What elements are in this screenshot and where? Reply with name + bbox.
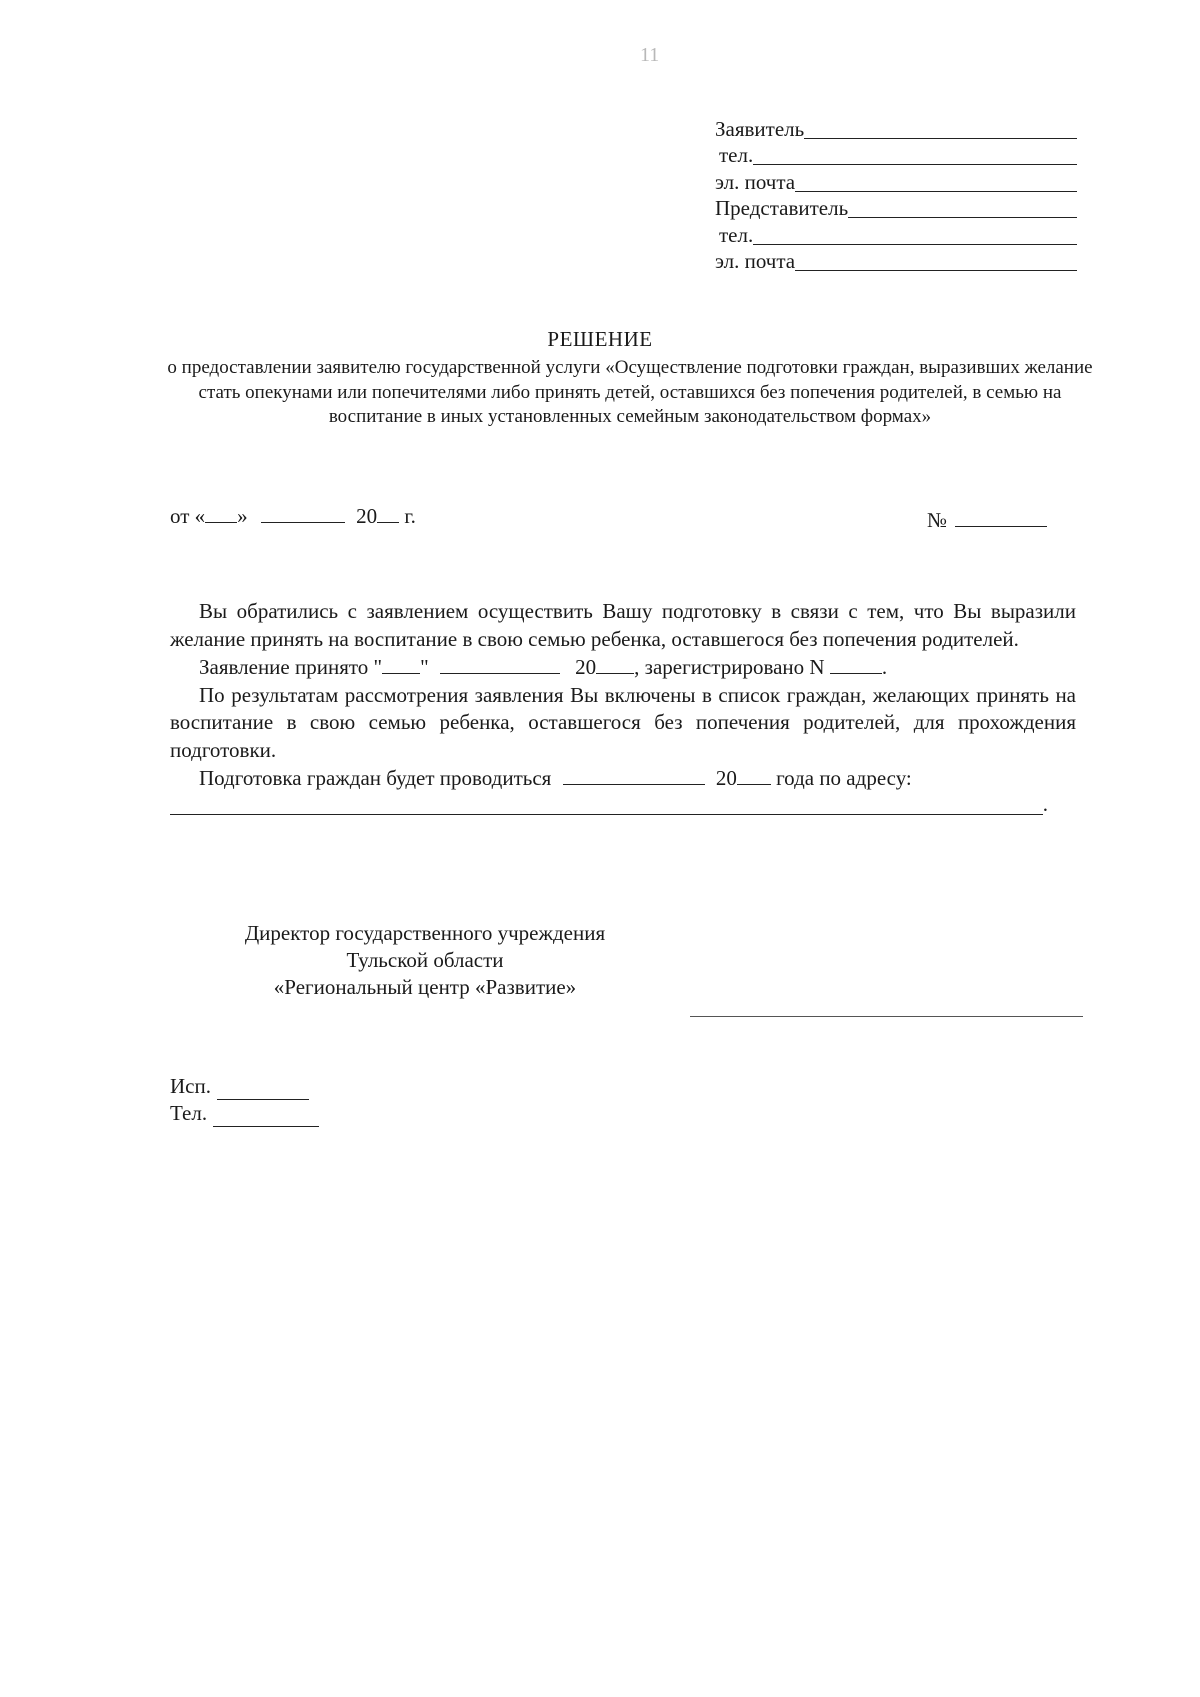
accepted-quote: " (420, 655, 429, 679)
signature-position: Директор государственного учреждения (244, 921, 606, 945)
applicant-label: Заявитель (715, 116, 805, 141)
training-suffix: года по адресу: (776, 766, 912, 790)
page-number: 11 (640, 44, 660, 66)
number-blank (955, 506, 1047, 527)
applicant-blank (804, 138, 1077, 139)
applicant-row (715, 114, 1077, 141)
year-prefix: 20 (356, 504, 378, 528)
signature-organization: «Региональный центр «Развитие» (273, 975, 577, 999)
decision-body (170, 598, 1076, 819)
representative-blank (848, 217, 1077, 218)
applicant-phone-blank (753, 164, 1077, 165)
executor-block (170, 1073, 319, 1127)
executor-row (170, 1073, 319, 1100)
representative-phone-label: тел. (719, 222, 754, 247)
date-prefix: от « (170, 504, 206, 528)
signature-region: Тульской области (346, 948, 504, 972)
month-blank (261, 502, 345, 523)
day-blank (205, 502, 237, 523)
body-paragraph-accepted (170, 653, 1076, 682)
body-paragraph-request: Вы обратились с заявлением осуществить Вашу подготовку в связи с тем, что Вы выразили желание принять на воспитание в свою семью ребенка, оставшегося без попечения родителей. (170, 599, 1076, 651)
accepted-year-blank (596, 653, 634, 674)
executor-label: Исп. (170, 1074, 211, 1098)
representative-label: Представитель (715, 196, 849, 220)
year-suffix: г. (404, 504, 416, 528)
document-title: РЕШЕНИЕ (547, 327, 653, 351)
accepted-day-blank (382, 653, 420, 674)
executor-blank (217, 1079, 309, 1100)
accepted-prefix: Заявление принято " (199, 655, 383, 679)
accepted-registered: , зарегистрировано N (634, 655, 825, 679)
decision-number (927, 506, 1047, 533)
executor-phone-row (170, 1100, 319, 1127)
number-label: № (927, 508, 948, 532)
representative-email-row (715, 247, 1077, 274)
representative-phone-blank (753, 244, 1077, 245)
representative-email-blank (795, 270, 1077, 271)
executor-phone-blank (213, 1106, 319, 1127)
training-prefix: Подготовка граждан будет проводиться (199, 766, 552, 790)
executor-phone-label: Тел. (170, 1101, 208, 1125)
representative-row (715, 194, 1077, 221)
registration-number-blank (830, 653, 882, 674)
year-blank (377, 502, 399, 523)
address-end: . (1042, 792, 1048, 816)
accepted-end: . (881, 655, 888, 679)
document-subtitle: о предоставлении заявителю государственной услуги «Осуществление подготовки граждан, выразивших желание стать опекунами или попечителями либо принять детей, оставшихся без попечения родителей, в семью на воспитание в иных установленных семейным законодательством формах» (167, 357, 1093, 427)
signature-line (690, 1016, 1083, 1017)
applicant-email-row (715, 167, 1077, 194)
training-date-blank (563, 764, 705, 785)
body-paragraph-result: По результатам рассмотрения заявления Вы включены в список граждан, желающих принять на воспитание в свою семью ребенка, оставшегося без попечения родителей, для прохождения подготовки. (170, 682, 1076, 762)
address-blank (170, 814, 1043, 815)
accepted-year: 20 (575, 655, 597, 679)
date-quote-close: » (237, 504, 248, 528)
body-paragraph-training (170, 764, 1076, 793)
applicant-header (715, 114, 1077, 273)
accepted-month-blank (440, 653, 560, 674)
representative-email-label: эл. почта (715, 249, 796, 273)
applicant-phone-label: тел. (719, 143, 754, 167)
applicant-email-label: эл. почта (715, 169, 796, 194)
applicant-email-blank (795, 191, 1077, 192)
address-row (170, 793, 1048, 819)
representative-phone-row (715, 220, 1077, 247)
applicant-phone-row (715, 141, 1077, 168)
signature-block (205, 920, 645, 1001)
training-year: 20 (715, 766, 737, 790)
decision-date (170, 502, 416, 529)
training-year-blank (737, 764, 771, 785)
